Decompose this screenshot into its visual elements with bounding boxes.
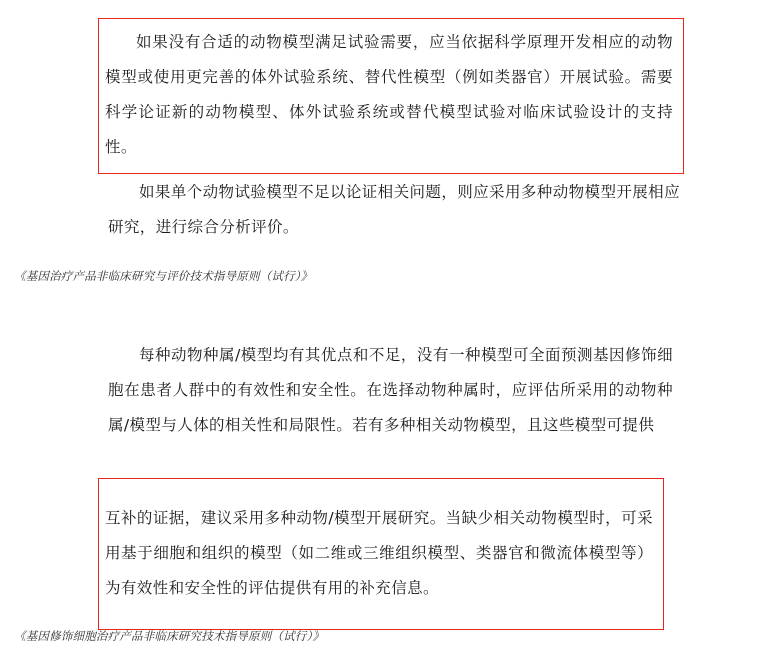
highlighted-paragraph-2: 互补的证据，建议采用多种动物/模型开展研究。当缺少相关动物模型时，可采用基于细胞和组织的模型（如二维或三维组织模型、类器官和微流体模型等）为有效性和安全性的评估提供有用的补充信息。 bbox=[105, 508, 653, 597]
highlighted-paragraph-2-box bbox=[98, 478, 664, 630]
paragraph-1: 如果单个动物试验模型不足以论证相关问题，则应采用多种动物模型开展相应研究，进行综合分析评价。 bbox=[108, 183, 680, 236]
paragraph-1-wrap bbox=[108, 175, 680, 245]
highlighted-paragraph-1: 如果没有合适的动物模型满足试验需要，应当依据科学原理开发相应的动物模型或使用更完善的体外试验系统、替代性模型（例如类器官）开展试验。需要科学论证新的动物模型、体外试验系统或替代模型试验对临床试验设计的支持性。 bbox=[105, 33, 673, 156]
source-caption-1: 《基因治疗产品非临床研究与评价技术指导原则（试行）》 bbox=[14, 269, 313, 283]
source-caption-2: 《基因修饰细胞治疗产品非临床研究技术指导原则（试行）》 bbox=[14, 629, 325, 643]
paragraph-2: 每种动物种属/模型均有其优点和不足，没有一种模型可全面预测基因修饰细胞在患者人群中的有效性和安全性。在选择动物种属时，应评估所采用的动物种属/模型与人体的相关性和局限性。若有多种相关动物模型，且这些模型可提供 bbox=[108, 346, 673, 434]
highlighted-paragraph-1-box bbox=[98, 18, 684, 174]
paragraph-2-wrap bbox=[108, 338, 673, 443]
